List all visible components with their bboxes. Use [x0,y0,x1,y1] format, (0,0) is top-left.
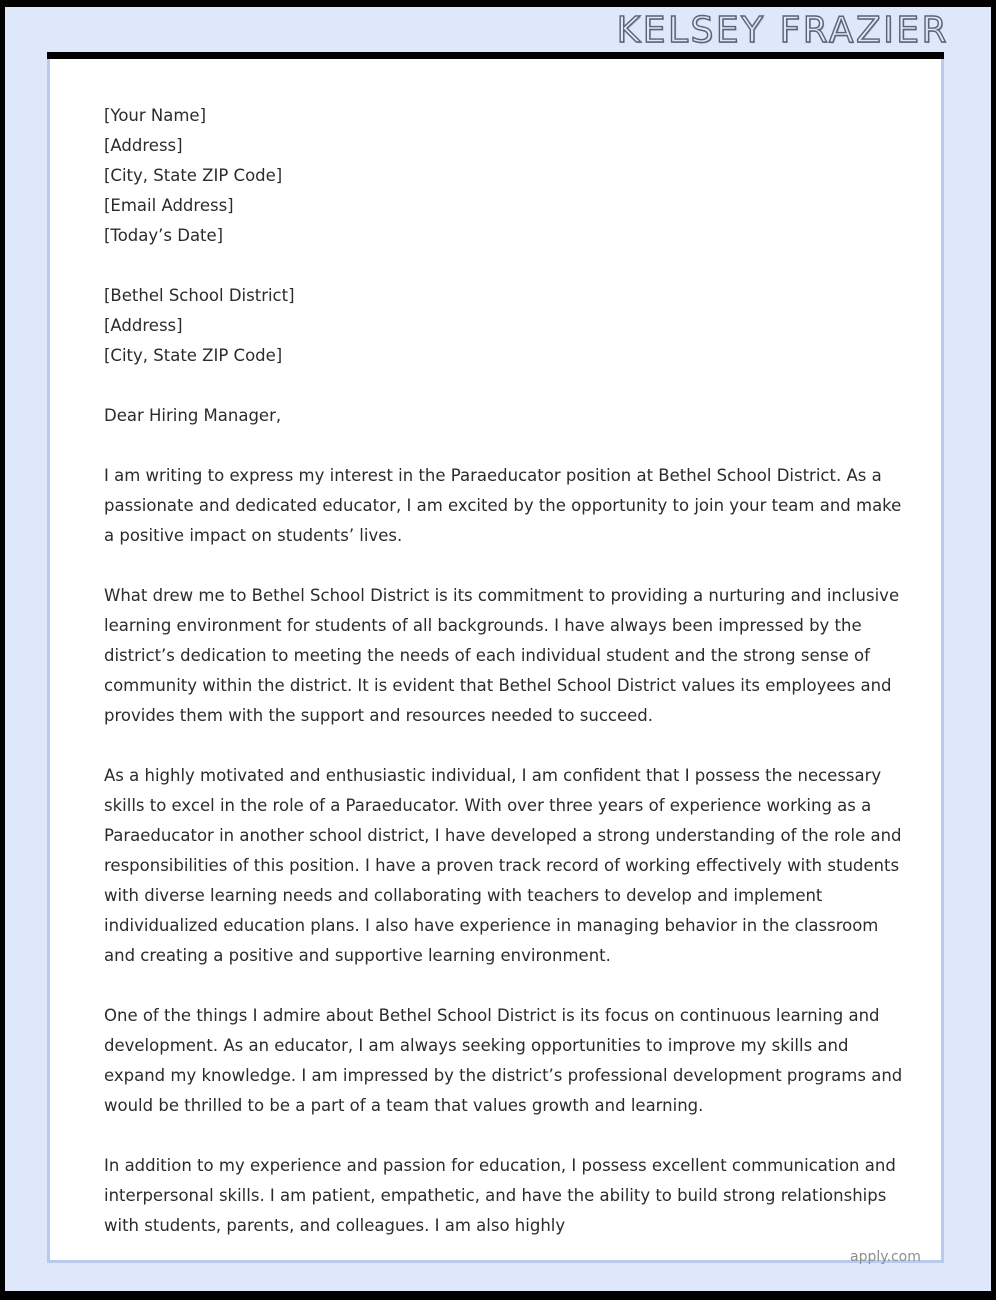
spacer [104,551,904,581]
letter-body [104,101,904,1241]
recipient-address-line: [Bethel School District] [104,286,295,305]
document-header [5,7,991,54]
letter-paragraph: In addition to my experience and passion for education, I possess excellent communication and interpersonal skills. I am patient, empathetic, and have the ability to build strong relationships with students, parents, and colleagues. I am also highly [104,1156,896,1235]
header-divider [47,52,944,59]
recipient-address-block [104,281,904,371]
sender-address-line: [Address] [104,136,183,155]
sender-address-block [104,101,904,251]
salutation: Dear Hiring Manager, [104,406,282,425]
spacer [104,731,904,761]
recipient-address-line: [Address] [104,316,183,335]
recipient-address-line: [City, State ZIP Code] [104,346,283,365]
site-watermark: apply.com [850,1249,921,1265]
letter-paragraph: As a highly motivated and enthusiastic individual, I am confident that I possess the necessary skills to excel in the role of a Paraeducator. With over three years of experience working as a Paraeducator in another school district, I have developed a strong understanding of the role and responsibilities of this position. I have a proven track record of working effectively with students with diverse learning needs and collaborating with teachers to develop and implement individualized education plans. I also have experience in managing behavior in the classroom and creating a positive and supportive learning environment. [104,766,902,965]
letter-paragraph: I am writing to express my interest in the Paraeducator position at Bethel School District. As a passionate and dedicated educator, I am excited by the opportunity to join your team and make a positive impact on students’ lives. [104,466,902,545]
letter-paragraph: What drew me to Bethel School District is its commitment to providing a nurturing and inclusive learning environment for students of all backgrounds. I have always been impressed by the district’s dedication to meeting the needs of each individual student and the strong sense of community within the district. It is evident that Bethel School District values its employees and provides them with the support and resources needed to succeed. [104,586,900,725]
spacer [104,251,904,281]
spacer [104,371,904,401]
letter-paragraph: One of the things I admire about Bethel School District is its focus on continuous learning and development. As an educator, I am always seeking opportunities to improve my skills and expand my knowledge. I am impressed by the district’s professional development programs and would be thrilled to be a part of a team that values growth and learning. [104,1006,903,1115]
sender-address-line: [City, State ZIP Code] [104,166,283,185]
sender-address-line: [Today’s Date] [104,226,224,245]
sender-address-line: [Email Address] [104,196,234,215]
spacer [104,431,904,461]
spacer [104,1121,904,1151]
sender-address-line: [Your Name] [104,106,207,125]
spacer [104,971,904,1001]
page-title: KELSEY FRAZIER [616,9,949,51]
